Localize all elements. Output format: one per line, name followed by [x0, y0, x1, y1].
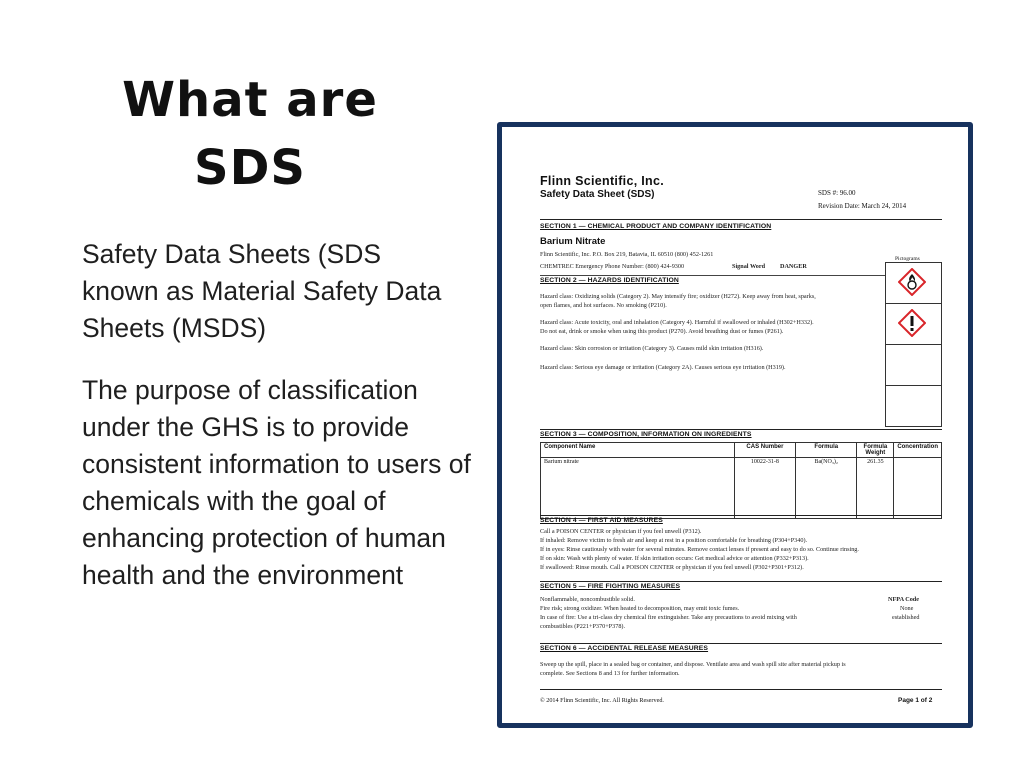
nfpa-value-1: None	[900, 605, 914, 612]
signal-word-label: Signal Word	[732, 263, 766, 270]
copyright: © 2014 Flinn Scientific, Inc. All Rights Reserved.	[540, 697, 664, 704]
nfpa-label: NFPA Code	[888, 596, 919, 603]
table-cell: Barium nitrate	[541, 458, 735, 519]
release-1: Sweep up the spill, place in a sealed bag or container, and dispose. Ventilate area and wash spill site after material pickup is	[540, 661, 846, 668]
hazard-eye: Hazard class: Serious eye damage or irritation (Category 2A). Causes serious eye irritation (H319).	[540, 364, 786, 371]
nfpa-value-2: established	[892, 614, 920, 621]
divider	[540, 219, 942, 220]
divider	[540, 515, 942, 516]
section2-heading: SECTION 2 — HAZARDS IDENTIFICATION	[540, 277, 679, 284]
paragraph-ghs-purpose: The purpose of classification under the GHS is to provide consistent information to users of chemicals with the goal of enhancing protection of human health and the environment	[82, 375, 471, 590]
page-number: Page 1 of 2	[898, 697, 933, 704]
hazard-toxicity-2: Do not eat, drink or smoke when using this product (P270). Avoid breathing dust or fumes (P261).	[540, 328, 784, 335]
first-aid-2: If inhaled: Remove victim to fresh air and keep at rest in a position comfortable for breathing (P304+P340).	[540, 537, 808, 544]
table-header-row	[541, 443, 942, 458]
divider	[540, 429, 942, 430]
table-header: CAS Number	[734, 443, 795, 458]
table-cell	[894, 458, 942, 519]
section5-heading: SECTION 5 — FIRE FIGHTING MEASURES	[540, 583, 681, 590]
pictogram-cell	[886, 303, 941, 344]
release-2: complete. See Sections 8 and 13 for further information.	[540, 670, 680, 677]
table-row	[541, 458, 942, 519]
hazard-toxicity-1: Hazard class: Acute toxicity, oral and inhalation (Category 4). Harmful if swallowed or inhaled (H302+H332).	[540, 319, 814, 326]
sds-document-image	[497, 122, 973, 728]
hazard-skin: Hazard class: Skin corrosion or irritation (Category 3). Causes mild skin irritation (H316).	[540, 345, 764, 352]
table-cell: Ba(NO₃)₂	[796, 458, 857, 519]
divider	[540, 581, 942, 582]
fire-1: Nonflammable, noncombustible solid.	[540, 596, 635, 603]
divider	[540, 275, 885, 276]
first-aid-5: If swallowed: Rinse mouth. Call a POISON CENTER or physician if you feel unwell (P302+P301+P312).	[540, 564, 804, 571]
table-cell: 10022-31-8	[734, 458, 795, 519]
table-header: Component Name	[541, 443, 735, 458]
table-header: Concentration	[894, 443, 942, 458]
pictogram-cell	[886, 263, 941, 303]
pictogram-cell-empty	[886, 385, 941, 426]
fire-4: combustibles (P221+P370+P378).	[540, 623, 626, 630]
table-header: Formula	[796, 443, 857, 458]
fire-3: In case of fire: Use a tri-class dry chemical fire extinguisher. Take any precautions to avoid mixing with	[540, 614, 797, 621]
divider	[540, 689, 942, 690]
slide-title-line1: What are	[122, 72, 378, 128]
pictogram-column	[885, 262, 942, 427]
first-aid-3: If in eyes: Rinse cautiously with water for several minutes. Remove contact lenses if present and easy to do so. Continue rinsing.	[540, 546, 859, 553]
paragraph-sds-definition: Safety Data Sheets (SDS known as Material Safety Data Sheets (MSDS)	[82, 239, 442, 343]
divider	[540, 643, 942, 644]
section3-heading: SECTION 3 — COMPOSITION, INFORMATION ON INGREDIENTS	[540, 431, 752, 438]
first-aid-1: Call a POISON CENTER or physician if you feel unwell (P312).	[540, 528, 702, 535]
slide-title-line2: SDS	[194, 140, 306, 196]
signal-word: DANGER	[780, 263, 807, 270]
fire-2: Fire risk; strong oxidizer. When heated to decomposition, may emit toxic fumes.	[540, 605, 740, 612]
section4-heading: SECTION 4 — FIRST AID MEASURES	[540, 517, 663, 524]
table-header: Formula Weight	[857, 443, 894, 458]
slide-title	[100, 66, 400, 202]
first-aid-4: If on skin: Wash with plenty of water. If skin irritation occurs: Get medical advice or attention (P332+P313).	[540, 555, 809, 562]
revision-date: Revision Date: March 24, 2014	[818, 202, 907, 210]
section1-heading: SECTION 1 — CHEMICAL PRODUCT AND COMPANY IDENTIFICATION	[540, 223, 772, 230]
product-name: Barium Nitrate	[540, 236, 606, 247]
pictogram-cell-empty	[886, 344, 941, 385]
exclamation-mark-icon	[898, 309, 926, 337]
section6-heading: SECTION 6 — ACCIDENTAL RELEASE MEASURES	[540, 645, 709, 652]
company-address: Flinn Scientific, Inc. P.O. Box 219, Batavia, IL 60510 (800) 452-1261	[540, 251, 714, 258]
table-cell: 261.35	[857, 458, 894, 519]
hazard-oxidizer-2: open flames, and hot surfaces. No smoking (P210).	[540, 302, 667, 309]
document-type: Safety Data Sheet (SDS)	[540, 189, 655, 200]
pictograms-label: Pictograms	[895, 256, 920, 262]
composition-table	[540, 442, 942, 519]
hazard-oxidizer-1: Hazard class: Oxidizing solids (Category 2). May intensify fire; oxidizer (H272). Keep away from heat, sparks,	[540, 293, 816, 300]
sds-document	[502, 127, 968, 723]
chemtrec-phone: CHEMTREC Emergency Phone Number: (800) 424-9300	[540, 263, 685, 270]
flame-over-circle-icon	[898, 268, 926, 296]
company-name: Flinn Scientific, Inc.	[540, 174, 664, 188]
sds-number: SDS #: 96.00	[818, 189, 856, 197]
